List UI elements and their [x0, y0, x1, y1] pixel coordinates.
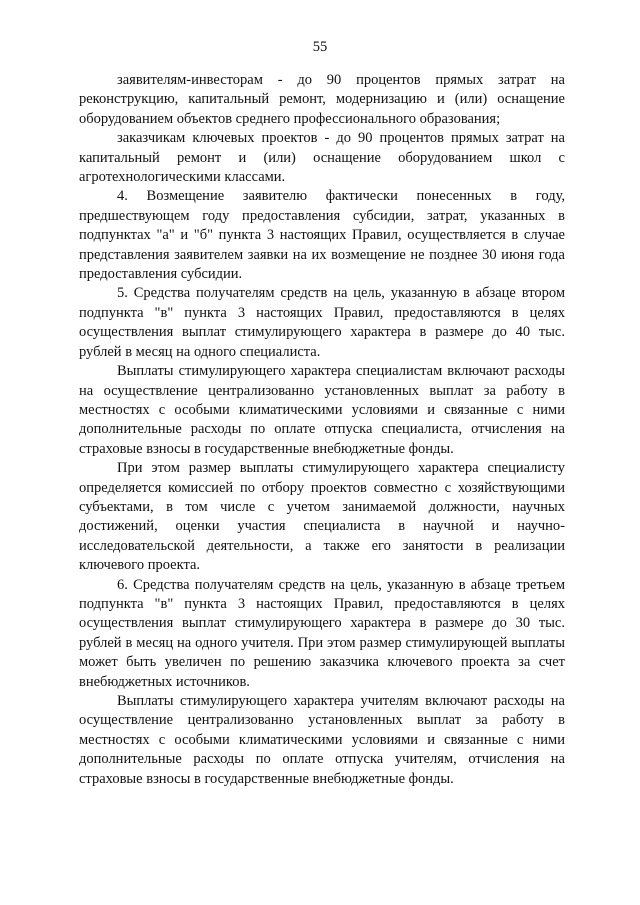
paragraph-item-4: 4. Возмещение заявителю фактически понесенных в году, предшествующем году предоставления субсидии, затрат, указанных в подпунктах "а" и "б" пункта 3 настоящих Правил, осуществляется в случае представления заявителем заявки на их возмещение не позднее 30 июня года предоставления субсидии. [79, 188, 565, 283]
paragraph-item-6: 6. Средства получателям средств на цель, указанную в абзаце третьем подпункта "в" пункта 3 настоящих Правил, предоставляются в целях осуществления выплат стимулирующего характера в размере до 30 тыс. рублей в месяц на одного учителя. При этом размер стимулирующей выплаты может быть увеличен по решению заказчика ключевого проекта за счет внебюджетных источников. [79, 576, 565, 690]
paragraph-key-project-customers: заказчикам ключевых проектов - до 90 процентов прямых затрат на капитальный ремонт и (или) оснащение оборудованием школ с агротехнологическими классами. [79, 130, 565, 186]
paragraph-investors: заявителям-инвесторам - до 90 процентов прямых затрат на реконструкцию, капитальный ремонт, модернизацию и (или) оснащение оборудованием объектов среднего профессионального образования; [79, 72, 565, 127]
paragraph-teacher-payments: Выплаты стимулирующего характера учителям включают расходы на осуществление централизованно установленных выплат за работу в местностях с особыми климатическими условиями и связанные с ними дополнительные расходы по оплате отпуска учителям, отчисления на страховые взносы в государственные внебюджетные фонды. [79, 693, 565, 787]
page-number: 55 [312, 39, 328, 55]
paragraph-specialist-payments: Выплаты стимулирующего характера специалистам включают расходы на осуществление централизованно установленных выплат за работу в местностях с особыми климатическими условиями и связанные с ними дополнительные расходы по оплате отпуска специалиста, отчисления на страховые взносы в государственные внебюджетные фонды. [79, 363, 565, 457]
document-body [79, 71, 565, 789]
paragraph-item-5: 5. Средства получателям средств на цель, указанную в абзаце втором подпункта "в" пункта 3 настоящих Правил, предоставляются в целях осуществления выплат стимулирующего характера в размере до 40 тыс. рублей в месяц на одного специалиста. [79, 285, 565, 360]
paragraph-payment-size: При этом размер выплаты стимулирующего характера специалисту определяется комиссией по отбору проектов совместно с хозяйствующими субъектами, в том числе с учетом занимаемой должности, научных достижений, оценки участия специалиста в научной и научно-исследовательской деятельности, а также его занятости в реализации ключевого проекта. [79, 460, 565, 574]
